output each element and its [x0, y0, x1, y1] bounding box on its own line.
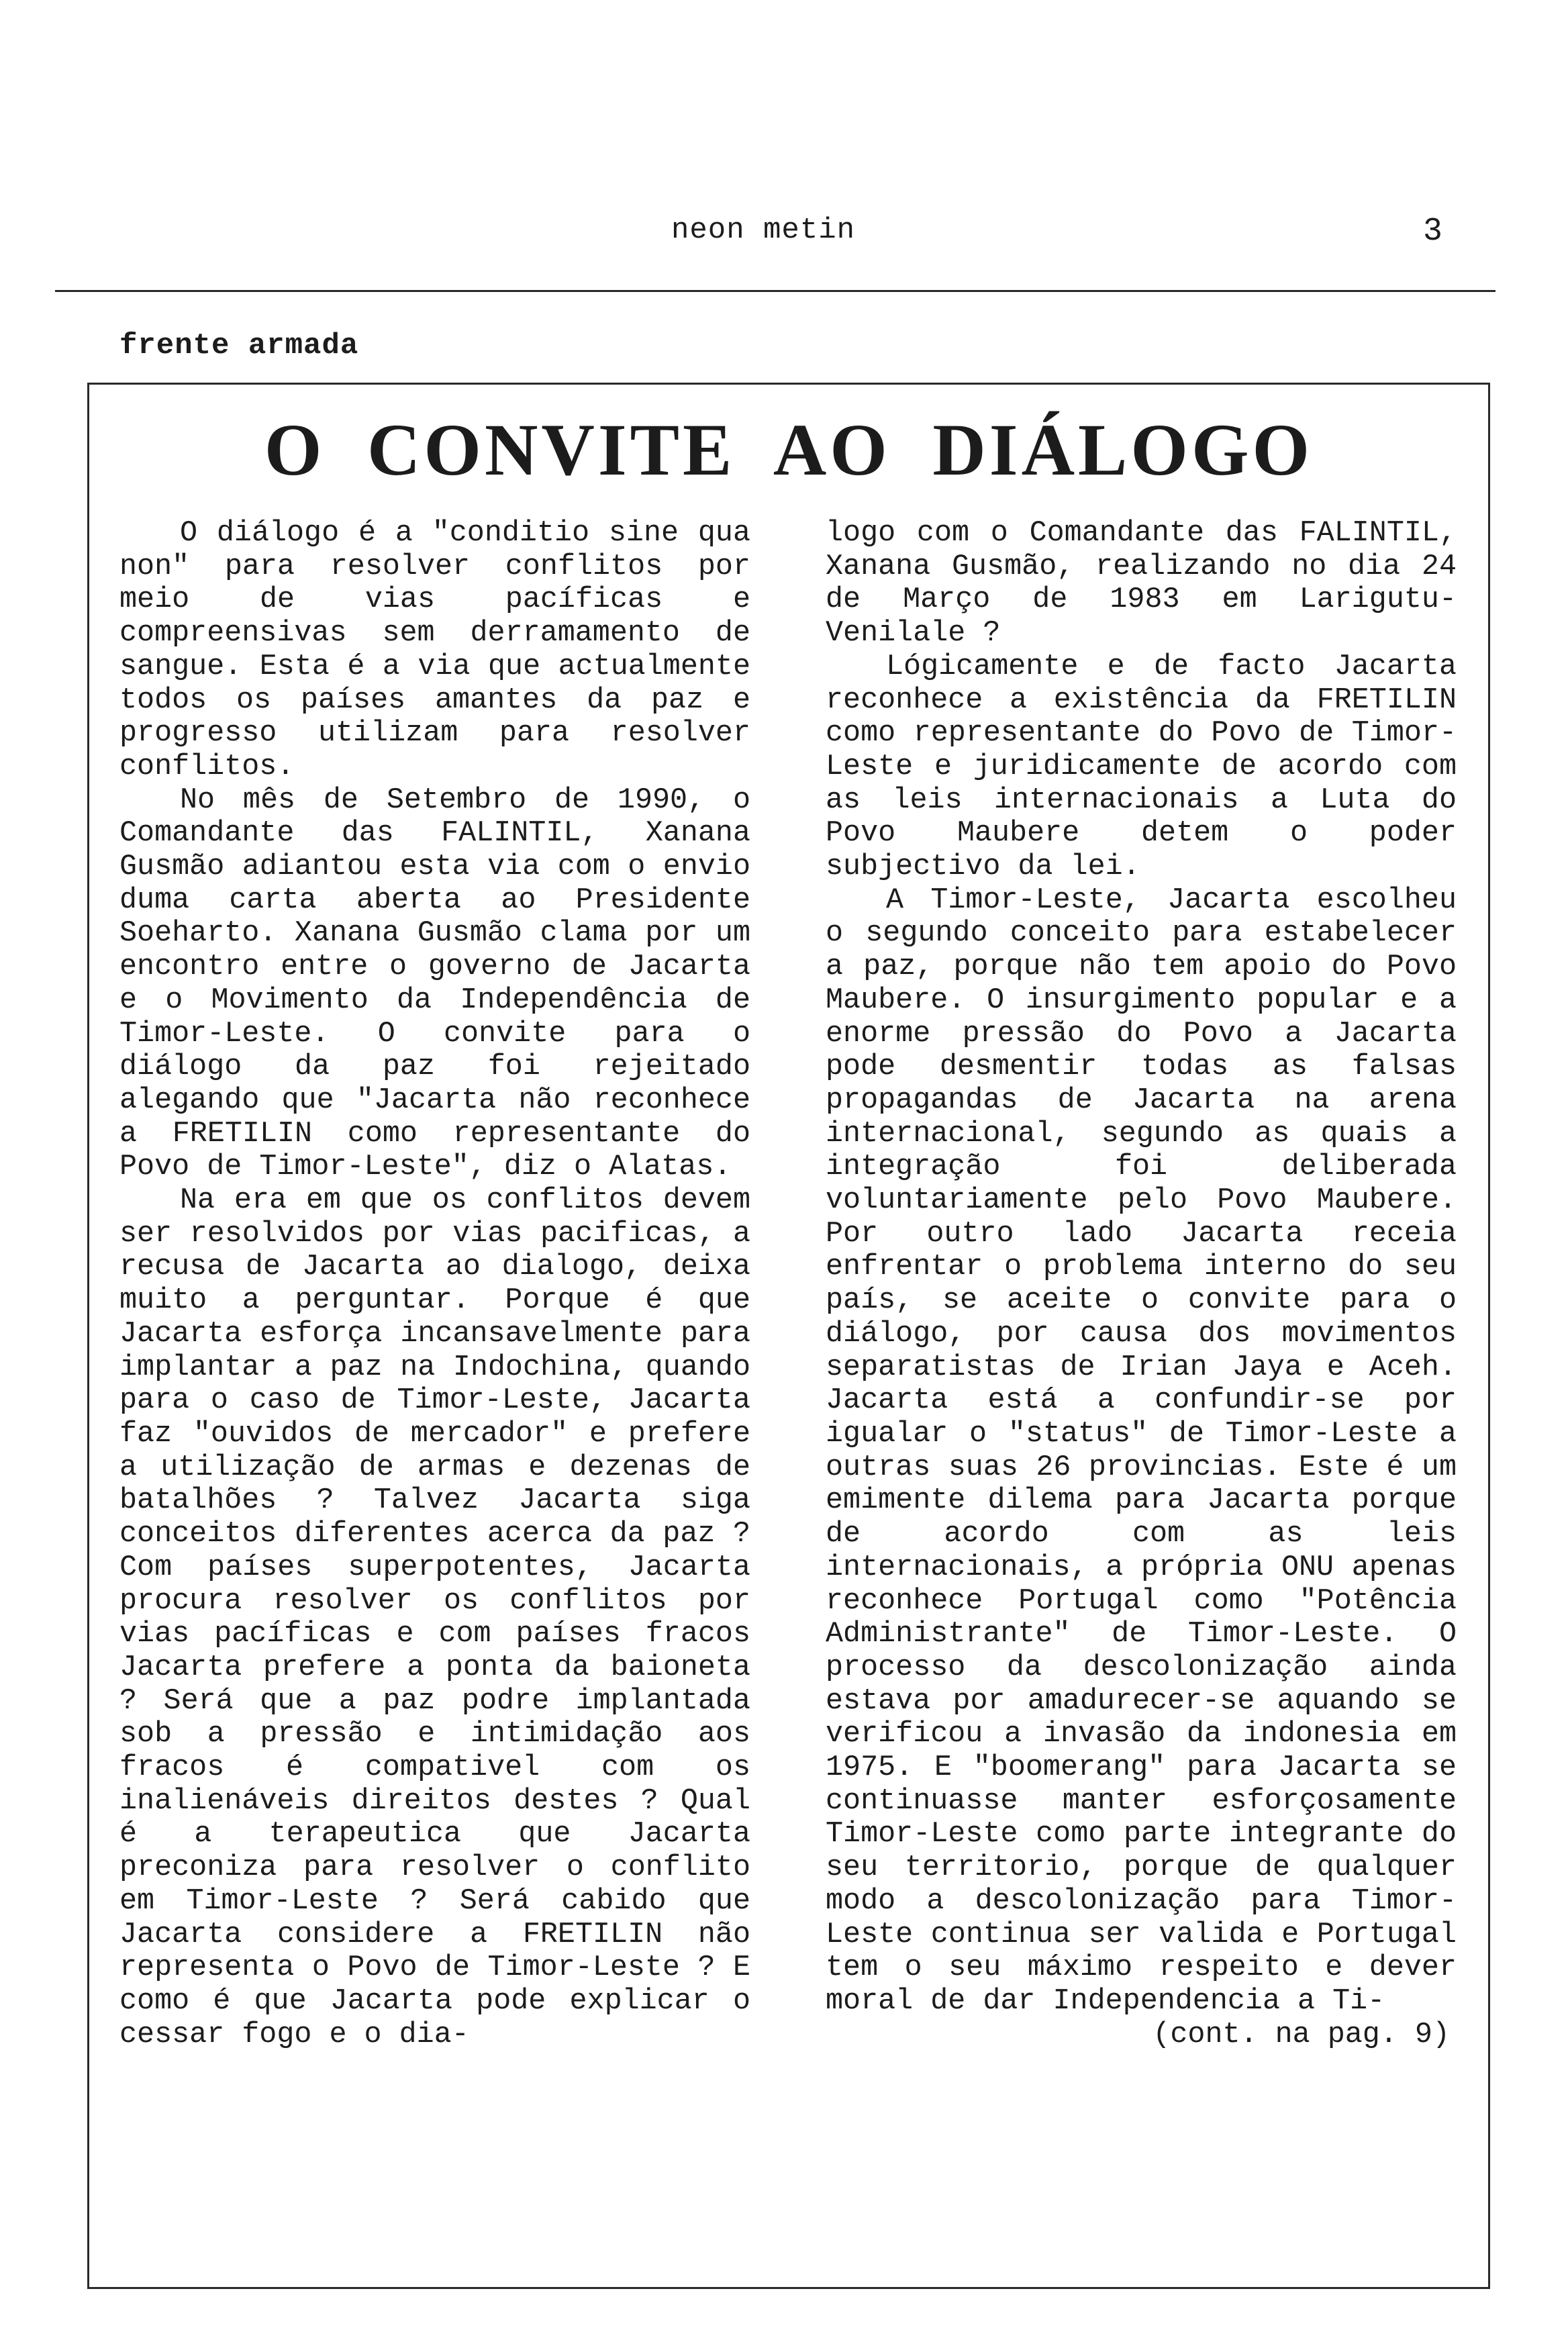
publication-title: neon metin — [671, 213, 856, 247]
article-headline: O CONVITE AO DIÁLOGO — [264, 409, 1314, 491]
continuation-note: (cont. na pag. 9) — [1153, 2018, 1450, 2051]
page-header — [0, 213, 1568, 260]
paragraph: O diálogo é a "conditio sine qua non" para resolver conflitos por meio de vias pacíficas e compreensivas sem derramamento de sangue. Esta é a via que actualmente todos os países amantes da paz e progresso utilizam para resolver conflitos. — [119, 517, 750, 783]
paragraph: Lógicamente e de facto Jacarta reconhece a existência da FRETILIN como representante do Povo de Timor-Leste e juridicamente de acordo com as leis internacionais a Luta do Povo Maubere detem o poder subjectivo da lei. — [826, 650, 1457, 884]
paragraph: No mês de Setembro de 1990, o Comandante das FALINTIL, Xanana Gusmão adiantou esta via com o envio duma carta aberta ao Presidente Soeharto. Xanana Gusmão clama por um encontro entre o governo de Jacarta e o Movimento da Independência de Timor-Leste. O convite para o diálogo da paz foi rejeitado alegando que "Jacarta não reconhece a FRETILIN como representante do Povo de Timor-Leste", diz o Alatas. — [119, 783, 750, 1184]
page-number: 3 — [1423, 213, 1442, 250]
section-label: frente armada — [119, 329, 359, 362]
article-column-right — [826, 517, 1457, 2051]
paragraph: logo com o Comandante das FALINTIL, Xanana Gusmão, realizando no dia 24 de Março de 1983 em Larigutu-Venilale ? — [826, 517, 1457, 650]
paragraph: Na era em que os conflitos devem ser resolvidos por vias pacificas, a recusa de Jacarta ao dialogo, deixa muito a perguntar. Porque é que Jacarta esforça incansavelmente para implantar a paz na Indochina, quando para o caso de Timor-Leste, Jacarta faz "ouvidos de mercador" e prefere a utilização de armas e dezenas de batalhões ? Talvez Jacarta siga conceitos diferentes acerca da paz ? Com países superpotentes, Jacarta procura resolver os conflitos por vias pacíficas e com países fracos Jacarta prefere a ponta da baioneta ? Será que a paz podre implantada sob a pressão e intimidação aos fracos é compativel com os inalienáveis direitos destes ? Qual é a terapeutica que Jacarta preconiza para resolver o conflito em Timor-Leste ? Será cabido que Jacarta considere a FRETILIN não representa o Povo de Timor-Leste ? E como é que Jacarta pode explicar o cessar fogo e o dia- — [119, 1184, 750, 2051]
header-rule — [55, 290, 1496, 292]
paragraph: A Timor-Leste, Jacarta escolheu o segundo conceito para estabelecer a paz, porque não tem apoio do Povo Maubere. O insurgimento popular e a enorme pressão do Povo a Jacarta pode desmentir todas as falsas propagandas de Jacarta na arena internacional, segundo as quais a integração foi deliberada voluntariamente pelo Povo Maubere. Por outro lado Jacarta receia enfrentar o problema interno do seu país, se aceite o convite para o diálogo, por causa dos movimentos separatistas de Irian Jaya e Aceh. Jacarta está a confundir-se por igualar o "status" de Timor-Leste a outras suas 26 provincias. Este é um emimente dilema para Jacarta porque de acordo com as leis internacionais, a própria ONU apenas reconhece Portugal como "Potência Administrante" de Timor-Leste. O processo da descolonização ainda estava por amadurecer-se aquando se verificou a invasão da indonesia em 1975. E "boomerang" para Jacarta se continuasse manter esforçosamente Timor-Leste como parte integrante do seu territorio, porque de qualquer modo a descolonização para Timor-Leste continua ser valida e Portugal tem o seu máximo respeito e dever moral de dar Independencia a Ti- — [826, 883, 1457, 2018]
article-column-left — [119, 517, 750, 2051]
